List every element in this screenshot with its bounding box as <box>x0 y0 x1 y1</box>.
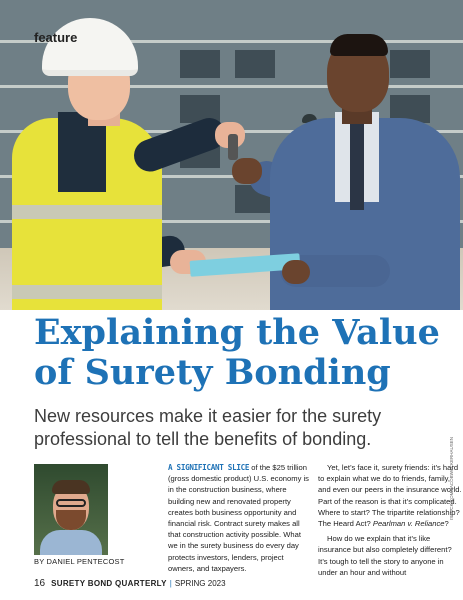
page-footer <box>34 578 226 589</box>
publication-name: SURETY BOND QUARTERLY <box>51 579 167 588</box>
keys <box>228 134 238 160</box>
article-subtitle: New resources make it easier for the surety professional to tell the benefits of bonding. <box>34 406 382 449</box>
case-name: Pearlman v. Reliance <box>372 519 445 529</box>
body-text: How do we explain that it’s like insurance but also completely different? It’s tough to tell the story to anyone in under an hour and without <box>318 534 452 577</box>
body-column-2: Yet, let’s face it, surety friends: it’s hard to explain what we do to friends, family, and even our peers in the insurance world. Part of the reason is that it’s complicated. Where to start? The tripartite relationship? The Heard Act? Pearlman v. Reliance? How do we explain that it’s like insurance but also completely different? It’s tough to tell the story to anyone in under an hour and without <box>318 463 462 577</box>
body-text: of the $25 trillion (gross domestic product) U.S. economy is in the construction business, where building new and renovated property creates both business opportunity and financial risk. Contract surety makes all that construction activity possible. What we in the surety business do every day protects investors, lenders, project owners, and taxpayers. <box>168 463 309 573</box>
lead-in: A SIGNIFICANT SLICE <box>168 463 250 472</box>
article-title: Explaining the Value of Surety Bonding <box>34 312 440 393</box>
issue-date: SPRING 2023 <box>174 579 226 588</box>
byline: BY DANIEL PENTECOST <box>34 557 125 566</box>
section-label: feature <box>34 30 78 45</box>
body-column-1 <box>168 462 312 574</box>
image-credit: ISTOCK.COM/JACOBWACKERHAUSEN <box>449 436 454 520</box>
footer-separator: | <box>169 579 172 588</box>
body-text: Yet, let’s face it, surety friends: it’s hard to explain what we do to friends, family, and even our peers in the insurance world. Part of the reason is that it’s complicated. Where to start? The tripartite relationship? The Heard Act? <box>318 463 462 529</box>
page-number: 16 <box>34 578 46 589</box>
author-photo <box>34 464 108 555</box>
